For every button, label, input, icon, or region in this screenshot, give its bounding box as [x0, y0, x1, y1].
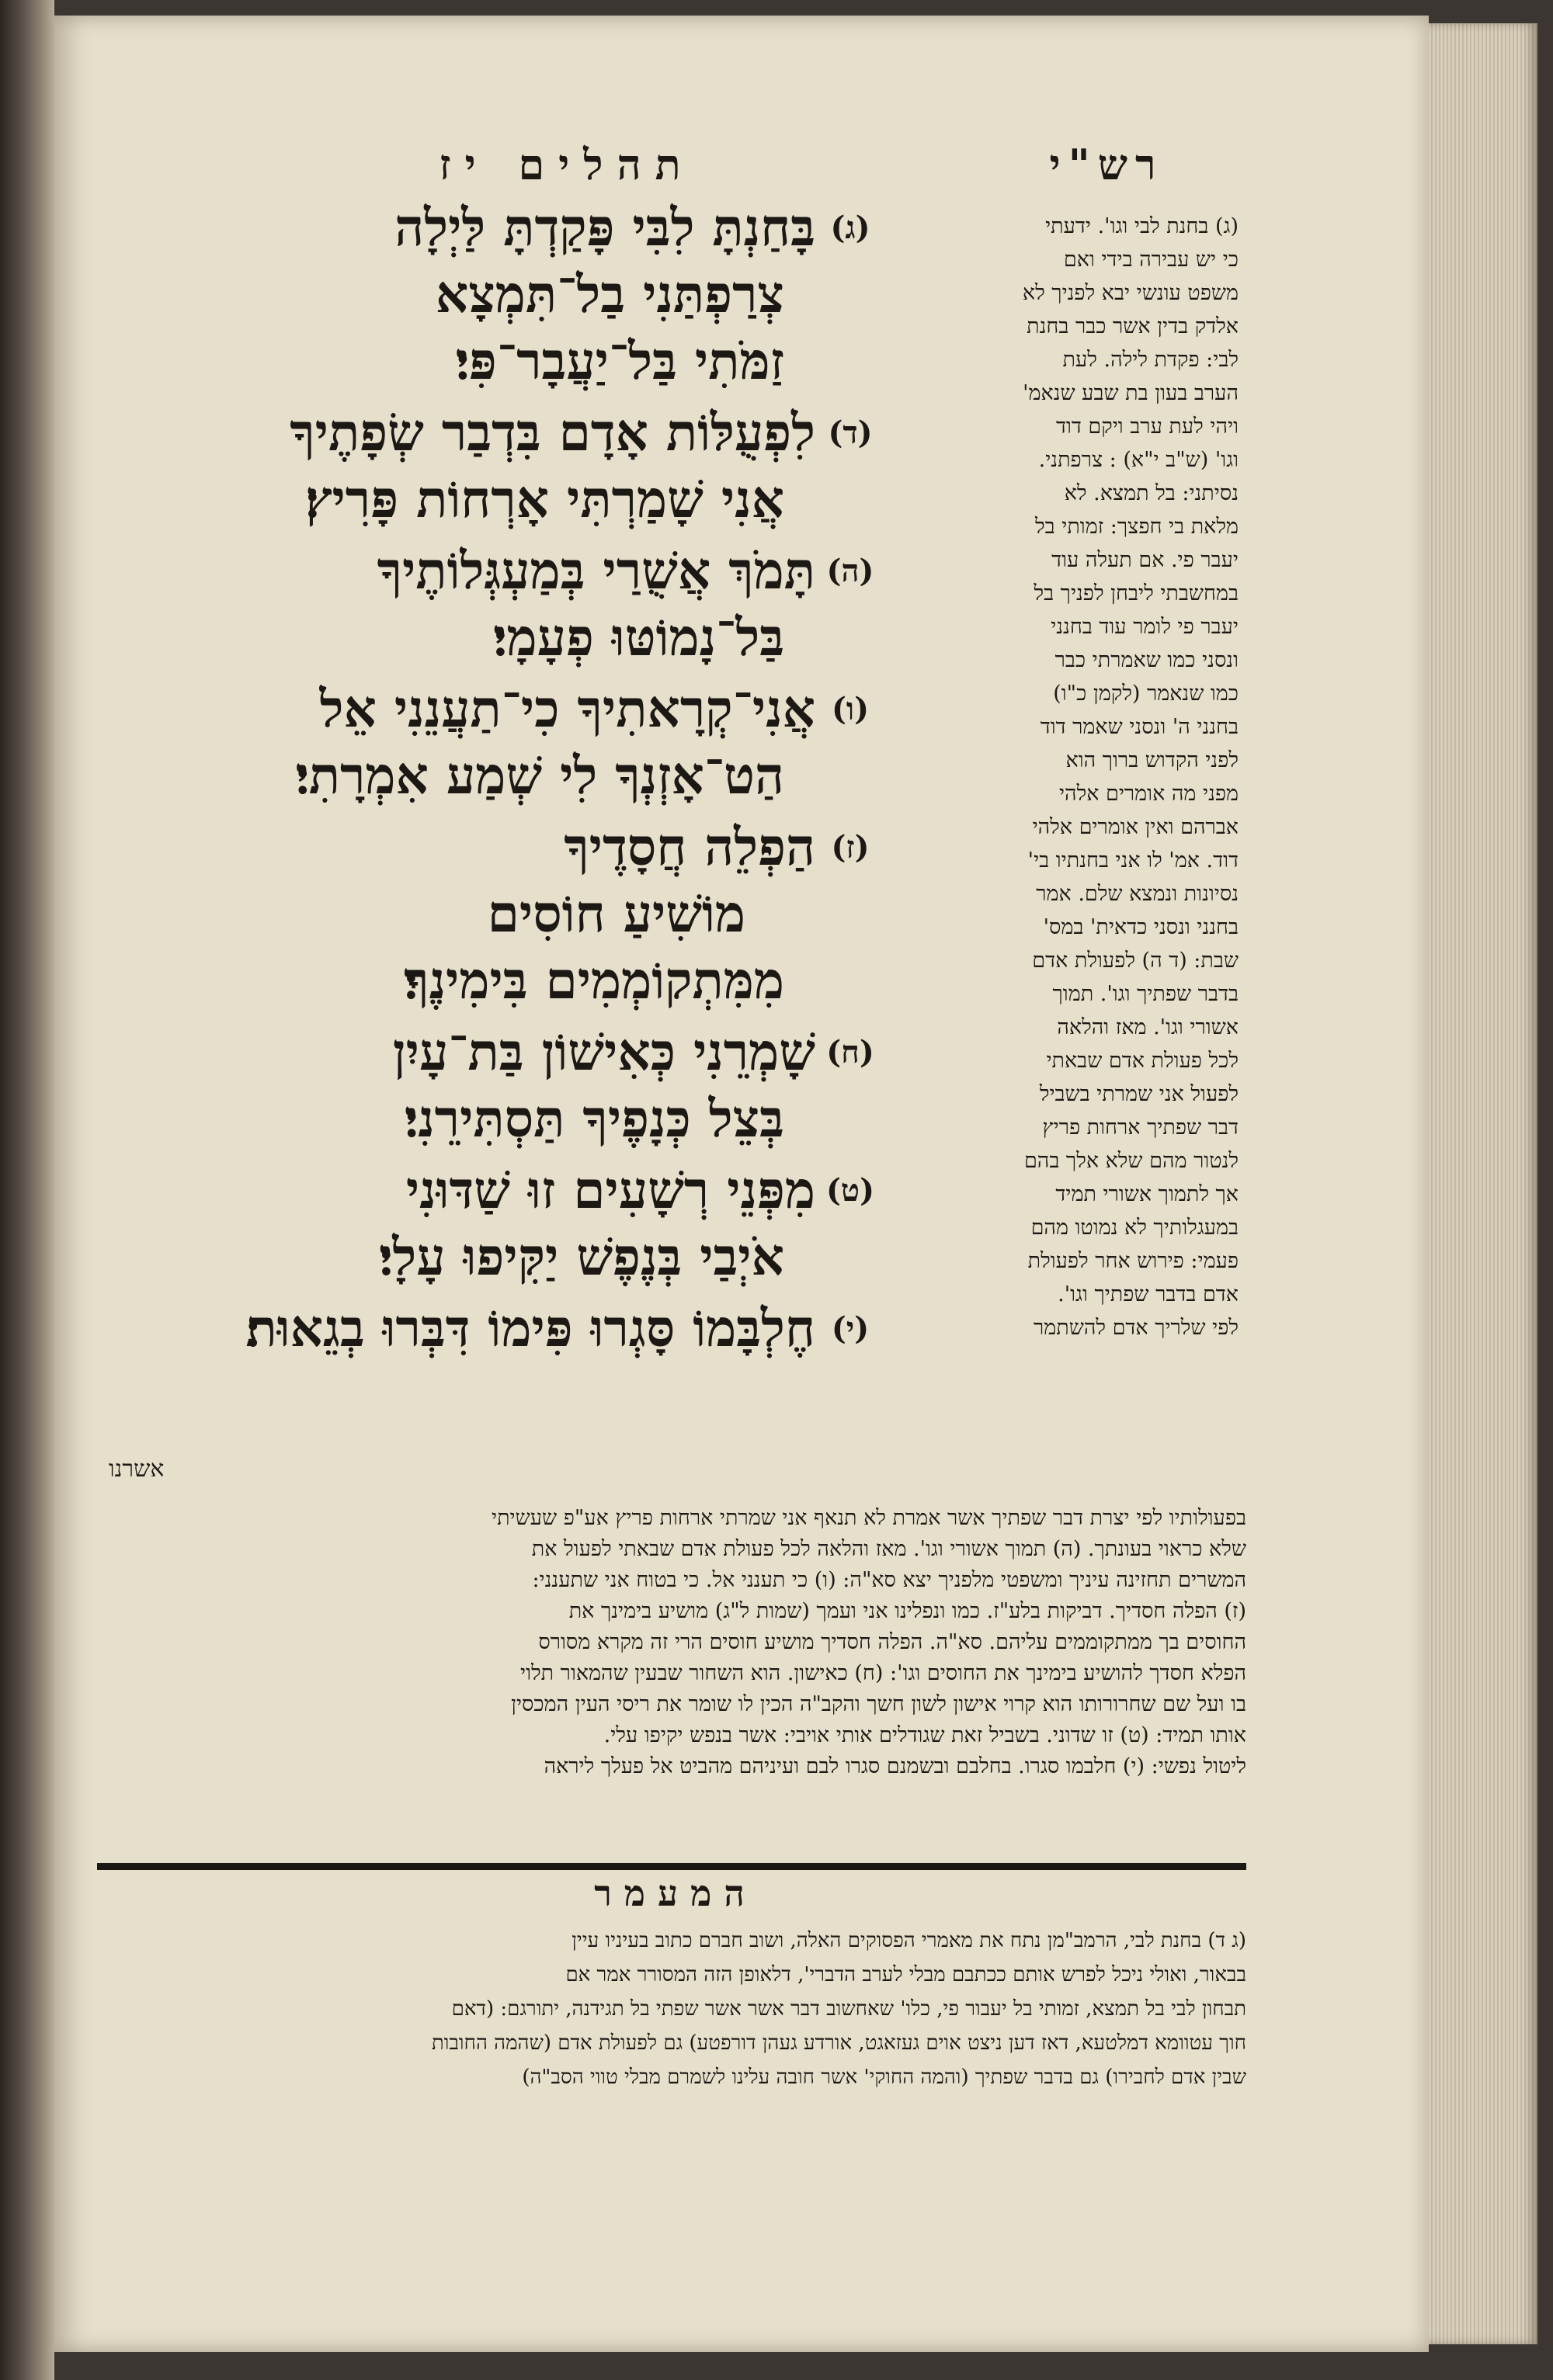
verse-line: צְרַפְתַּנִי בַל־תִּמְצָא [435, 264, 784, 324]
commentary-line: נסיתני: בל תמצא. לא [1064, 481, 1239, 505]
verse-line: הַט־אָזְנְךָ לִי שְׁמַע אִמְרָתִי׃ [295, 745, 784, 806]
commentary-line: ונסני כמו שאמרתי כבר [1054, 648, 1239, 672]
commentary-line: אברהם ואין אומרים אלהי [1032, 815, 1239, 839]
commentary-line: מפני מה אומרים אלהי [1058, 782, 1239, 806]
verse-number: (ז) [831, 829, 870, 866]
verse-number: (ו) [831, 691, 870, 727]
commentary-line: אך לתמוך אשורי תמיד [1055, 1182, 1239, 1206]
commentary-line: במעגלותיך לא נמוטו מהם [1030, 1216, 1239, 1240]
commentary-line: בחנני ה' ונסני שאמר דוד [1040, 715, 1239, 739]
commentary-line: לבי: פקדת לילה. לעת [1062, 348, 1239, 372]
commentary-line: ויהי לעת ערב ויקם דוד [1055, 415, 1239, 439]
commentary-line: אותו תמיד: (ט) זו שדוני. בשביל זאת שגודלים אותי אויבי: אשר בנפש יקיפו עלי. [603, 1723, 1246, 1747]
catchword: אשרנו [109, 1455, 165, 1483]
rashi-header: רש"י [1049, 140, 1164, 189]
commentary-line: לפעול אני שמרתי בשביל [1039, 1082, 1239, 1106]
commentary-line: לפני הקדוש ברוך הוא [1065, 748, 1239, 772]
verse-line: בַּל־נָמוֹטּוּ פְעָמָי׃ [493, 607, 784, 668]
commentary-line: אלדק בדין אשר כבר בחנת [1027, 314, 1239, 338]
commentary-line: במחשבתי ליבחן לפניך בל [1034, 581, 1239, 605]
verse [109, 1018, 885, 1152]
verse-line: בְּצֵל כְּנָפֶיךָ תַּסְתִּירֵנִי׃ [404, 1088, 784, 1149]
commentary-line: הערב בעון בת שבע שנאמ' [1023, 381, 1239, 405]
rashi-continuation [97, 1503, 1246, 1782]
commentary-line: לכל פעולת אדם שבאתי [1046, 1049, 1239, 1073]
verse-line: חֶלְבָּמוֹ סָּגְרוּ פִּימוֹ דִּבְּרוּ בְגֵאוּת׃ [245, 1298, 815, 1358]
commentary-line: כמו שנאמר (לקמן כ"ו) [1053, 682, 1239, 706]
verse-line: מִפְּנֵי רְשָׁעִים זוּ שַׁדּוּנִי [405, 1160, 815, 1220]
commentary-line: אשורי וגו'. מאז והלאה [1057, 1015, 1239, 1039]
commentary-line: יעבר פי לומר עוד בחנני [1051, 615, 1239, 639]
commentary-line: דוד. אמ' לו אני בחנתיו בי' [1027, 848, 1239, 873]
verse-line: אֲנִי־קְרָאתִיךָ כִי־תַעֲנֵנִי אֵל [319, 678, 815, 739]
verse-line: אֲנִי שָׁמַרְתִּי אָרְחוֹת פָּרִיץ׃ [305, 469, 784, 529]
commentary-line: תבחון לבי בל תמצא, זמותי בל יעבור פי, כלו' שאחשוב דבר אשר אשר שפתי בל תגידנה, יתורגם: (דאם [451, 1997, 1246, 2021]
commentary-line: דבר שפתיך ארחות פריץ [1042, 1115, 1239, 1140]
verse-number: (ג) [830, 210, 870, 246]
verse-line: שָׁמְרֵנִי כְּאִישׁוֹן בַּת־עָיִן [392, 1022, 815, 1082]
commentary-line: מלאת בי חפצך: זמותי בל [1035, 515, 1239, 539]
commentary-line: שבין אדם לחבירו) גם בדבר שפתיך (והמה החוקי' אשר חובה עלינו לשמרם מבלי טווי הסב"ה) [522, 2066, 1246, 2089]
verse [109, 399, 885, 533]
commentary-line: בבאור, ואולי ניכל לפרש אותם ככתבם מבלי לערב הדברי', דלאופן הזה המסורר אמר אם [565, 1963, 1246, 1986]
commentary-line: נסיונות ונמצא שלם. אמר [1036, 882, 1239, 906]
verse [109, 537, 885, 671]
psalm-text [109, 194, 885, 1366]
book-binding [0, 0, 54, 2380]
commentary-line: אדם בדבר שפתיך וגו'. [1058, 1282, 1239, 1306]
commentary-line: לפי שלריך אדם להשתמר [1033, 1316, 1239, 1340]
commentary-line: שבת: (ד ה) לפעולת אדם [1032, 949, 1239, 973]
hamaamar-title: המעמר [594, 1872, 757, 1914]
verse-number: (ח) [826, 1034, 874, 1070]
commentary-line: (ג ד) בחנת לבי, הרמב"מן נתח את מאמרי הפסוקים האלה, ושוב חברם כתוב בעיניו עיין [572, 1929, 1246, 1952]
commentary-line: (ג) בחנת לבי וגו'. ידעתי [1045, 214, 1239, 238]
page-edges [1429, 23, 1537, 2344]
commentary-line: יעבר פי. אם תעלה עוד [1051, 548, 1239, 572]
commentary-line: משפט עונשי יבא לפניך לא [1022, 281, 1239, 305]
commentary-line: המשרים תחזינה עיניך ומשפטי מלפניך יצא סא"ה: (ו) כי תענני אל. כי בטוח אני שתענני: [532, 1568, 1246, 1592]
verse [109, 1295, 885, 1362]
verse-line: זַמֹּתִי בַּל־יַעֲבָר־פִּי׃ [455, 331, 784, 391]
commentary-line: בדבר שפתיך וגו'. תמוך [1052, 982, 1239, 1006]
commentary-line: וגו' (ש"ב י"א) : צרפתני. [1038, 448, 1239, 472]
commentary-line: בו ועל שם שחרורותו הוא קרוי אישון לשון חשך והקב"ה הכין לו שומר את ריסי העין המכסין [511, 1692, 1246, 1716]
verse-line: תָּמֹךְ אֲשֻׁרַי בְּמַעְגְּלוֹתֶיךָ [377, 540, 815, 601]
verse-line: הַפְלֵה חֲסָדֶיךָ [564, 817, 815, 877]
verse-line: לִפְעֻלּוֹת אָדָם בִּדְבַר שְׂפָתֶיךָ [290, 402, 815, 463]
section-divider [97, 1863, 1246, 1870]
commentary-line: הפלא חסדך להושיע בימינך את החוסים וגו': (ח) כאישון. הוא השחור שבעין שהמאור תלוי [520, 1661, 1246, 1685]
rashi-column [912, 210, 1239, 1344]
verse-number: (ד) [828, 415, 873, 451]
commentary-line: (ז) הפלה חסדיך. דביקות בלע"ז. כמו ונפלינו אני ועמך (שמות ל"ג) מושיע בימינך את [568, 1599, 1246, 1623]
verse [109, 194, 885, 394]
commentary-line: שלא כראוי בעונתך. (ה) תמוך אשורי וגו'. מאז והלאה לכל פעולת אדם שבאתי לפעול את [531, 1537, 1246, 1561]
verse-number: (י) [831, 1310, 870, 1347]
verse [109, 814, 885, 1014]
verse-number: (ט) [825, 1172, 875, 1209]
commentary-line: פעמי: פירוש אחר לפעולת [1027, 1249, 1239, 1273]
psalms-header: תהלים יז [439, 140, 695, 189]
verse-line: אֹיְבַי בְּנֶפֶשׁ יַקִּיפוּ עָלָי׃ [379, 1226, 784, 1287]
verse-number: (ה) [826, 553, 874, 589]
hamaamar-commentary [97, 1924, 1246, 2094]
verse-line: בָּחַנְתָּ לִבִּי פָּקַדְתָּ לַּיְלָה [394, 197, 815, 258]
verse-line: מִמִּתְקוֹמְמִים בִּימִינֶךָ׃ [404, 950, 784, 1011]
commentary-line: בפעולותיו לפי יצרת דבר שפתיך אשר אמרת לא תנאף אני שמרתי ארחות פריץ אע"פ שעשיתי [492, 1506, 1246, 1530]
commentary-line: כי יש עבירה בידי ואם [1063, 248, 1239, 272]
commentary-line: חוך עטוומא דמלטעא, דאז דען ניצט אוים געזאגט, אורדע געהן דורפטע) גם לפעולת אדם (שהמה החובות [431, 2031, 1246, 2055]
commentary-line: בחנני ונסני כדאית' במס' [1043, 915, 1239, 939]
commentary-line: ליטול נפשי: (י) חלבמו סגרו. בחלבם ובשמנם סגרו לבם ועיניהם מהביט אל פעלך ליראה [544, 1754, 1246, 1778]
commentary-line: החוסים בך ממתקוממים עליהם. סא"ה. הפלה חסדיך מושיע חוסים הרי זה מקרא מסורס [538, 1630, 1246, 1654]
verse [109, 1157, 885, 1290]
commentary-line: לנטור מהם שלא אלך בהם [1023, 1149, 1239, 1173]
verse-line: מוֹשִׁיעַ חוֹסִים [487, 883, 745, 944]
verse [109, 675, 885, 809]
